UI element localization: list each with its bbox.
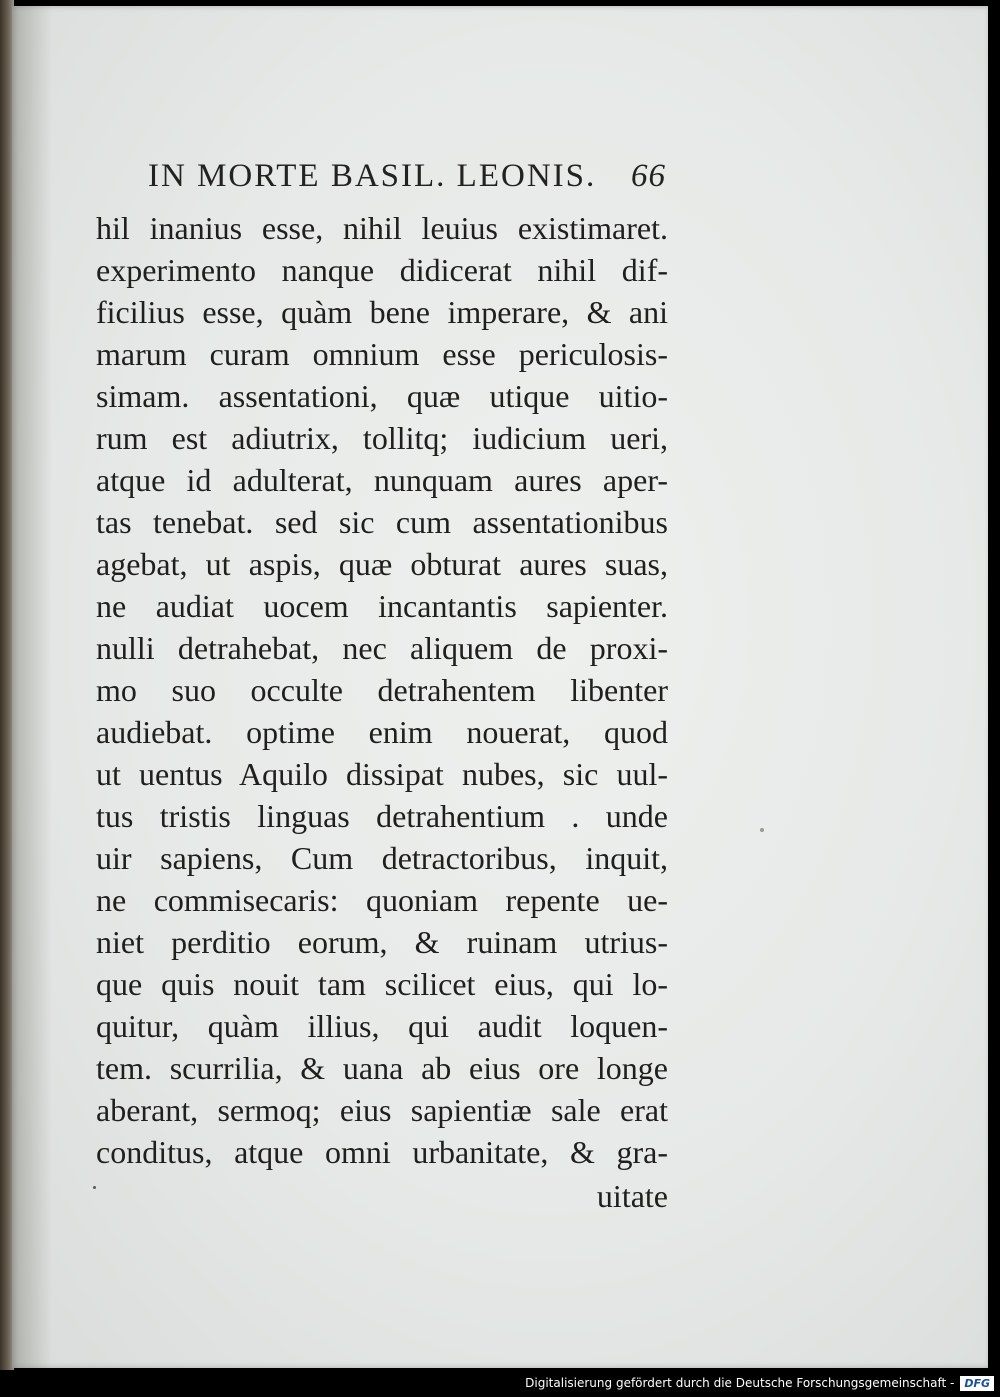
text-line: niet perditio eorum, & ruinam utrius-	[96, 924, 668, 960]
text-line: que quis nouit tam scilicet eius, qui lo-	[96, 966, 668, 1002]
text-line: audiebat. optime enim nouerat, quod	[96, 714, 668, 750]
text-line: marum curam omnium esse periculosis-	[96, 336, 668, 372]
running-head	[148, 158, 678, 198]
text-line: atque id adulterat, nunquam aures aper-	[96, 462, 668, 498]
text-line: quitur, quàm illius, qui audit loquen-	[96, 1008, 668, 1044]
paper-speck	[760, 828, 764, 832]
text-line: agebat, ut aspis, quæ obturat aures suas,	[96, 546, 668, 582]
text-line: experimento nanque didicerat nihil dif-	[96, 252, 668, 288]
text-line: tus tristis linguas detrahentium . unde	[96, 798, 668, 834]
text-line: conditus, atque omni urbanitate, & gra-	[96, 1134, 668, 1170]
text-line: aberant, sermoq; eius sapientiæ sale erat	[96, 1092, 668, 1128]
page-number: 66	[631, 158, 666, 194]
text-line: mo suo occulte detrahentem libenter	[96, 672, 668, 708]
text-line: simam. assentationi, quæ utique uitio-	[96, 378, 668, 414]
dfg-logo: DFG	[960, 1376, 994, 1391]
text-line: uir sapiens, Cum detractoribus, inquit,	[96, 840, 668, 876]
text-line: rum est adiutrix, tollitq; iudicium ueri,	[96, 420, 668, 456]
text-line: nulli detrahebat, nec aliquem de proxi-	[96, 630, 668, 666]
credit-text: Digitalisierung gefördert durch die Deutsche Forschungsgemeinschaft -	[525, 1376, 955, 1390]
gutter-shadow	[12, 6, 52, 1368]
running-head-title: IN MORTE BASIL. LEONIS.	[148, 158, 597, 194]
text-line: ficilius esse, quàm bene imperare, & ani	[96, 294, 668, 330]
text-line: tem. scurrilia, & uana ab eius ore longe	[96, 1050, 668, 1086]
text-line: ne audiat uocem incantantis sapienter.	[96, 588, 668, 624]
text-line: ne commisecaris: quoniam repente ue-	[96, 882, 668, 918]
ink-speck	[93, 1186, 96, 1189]
text-line: hil inanius esse, nihil leuius existimaret.	[96, 210, 668, 246]
digitization-credit	[525, 1373, 994, 1393]
text-line: tas tenebat. sed sic cum assentationibus	[96, 504, 668, 540]
catchword: uitate	[596, 1178, 668, 1214]
text-line: ut uentus Aquilo dissipat nubes, sic uul-	[96, 756, 668, 792]
